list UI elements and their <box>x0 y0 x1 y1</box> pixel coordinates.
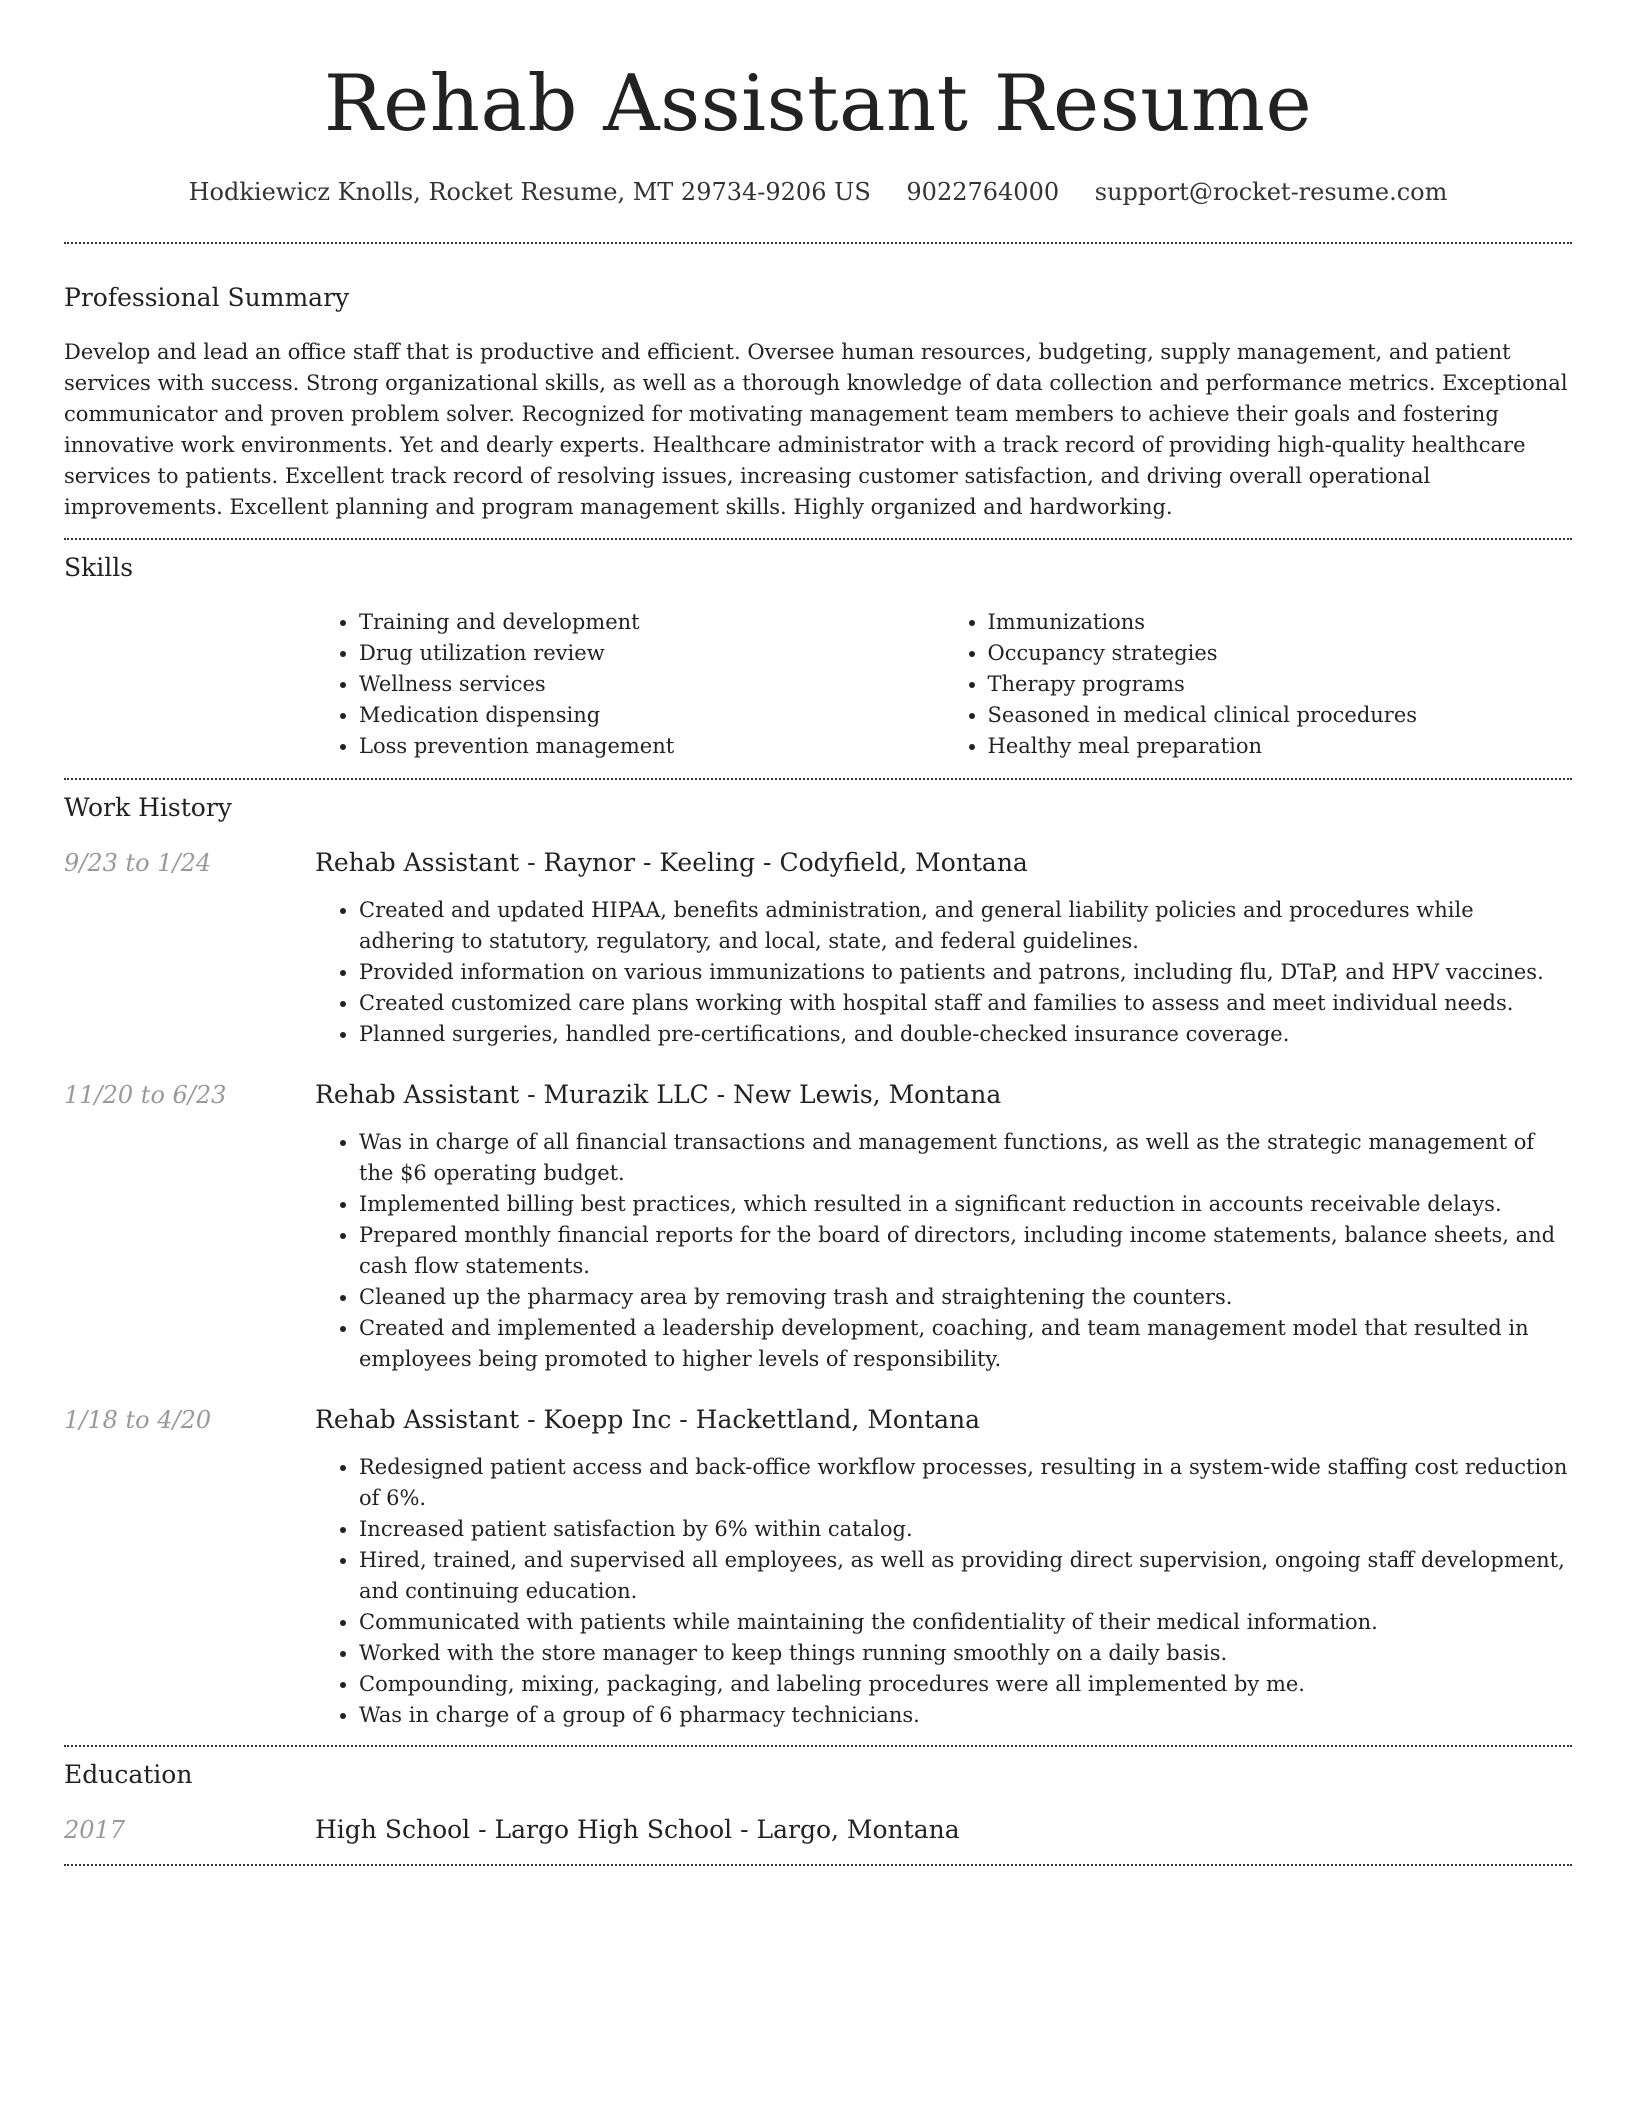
education-heading: Education <box>64 1760 193 1789</box>
job-bullet: • Was in charge of a group of 6 pharmacy technicians. <box>359 1700 1572 1731</box>
job-header <box>64 1080 1572 1109</box>
education-title: High School - Largo High School - Largo, Montana <box>315 1815 960 1844</box>
divider <box>64 1864 1572 1866</box>
job-bullet: • Planned surgeries, handled pre-certifications, and double-checked insurance coverage. <box>359 1019 1572 1050</box>
skill-item: • Immunizations <box>988 607 1573 638</box>
summary-heading: Professional Summary <box>64 283 350 312</box>
job-bullet: • Created and updated HIPAA, benefits administration, and general liability policies and procedures while adhering to statutory, regulatory, and local, state, and federal guidelines. <box>359 895 1572 957</box>
contact-phone: 9022764000 <box>906 178 1060 206</box>
job-header <box>64 1405 1572 1434</box>
job-bullet: • Increased patient satisfaction by 6% within catalog. <box>359 1514 1572 1545</box>
job-entry <box>64 1405 1572 1731</box>
job-title: Rehab Assistant - Koepp Inc - Hackettland, Montana <box>315 1405 981 1434</box>
divider <box>64 778 1572 780</box>
work-heading: Work History <box>64 793 232 822</box>
job-bullets <box>315 895 1572 1050</box>
contact-line <box>64 176 1572 208</box>
summary-text: Develop and lead an office staff that is productive and efficient. Oversee human resources, budgeting, supply management, and patient services with success. Strong organizational skills, as well as a thorough knowledge of data collection and performance metrics. Exceptional communicator and proven problem solver. Recognized for motivating management team members to achieve their goals and fostering innovative work environments. Yet and dearly experts. Healthcare administrator with a track record of providing high-quality healthcare services to patients. Excellent track record of resolving issues, increasing customer satisfaction, and driving overall operational improvements. Excellent planning and program management skills. Highly organized and hardworking. <box>64 340 1568 519</box>
skills-list-right <box>944 607 1573 762</box>
education-dates: 2017 <box>64 1816 126 1844</box>
job-bullets <box>315 1452 1572 1731</box>
skill-item: • Wellness services <box>359 669 944 700</box>
job-bullet: • Created customized care plans working with hospital staff and families to assess and meet individual needs. <box>359 988 1572 1019</box>
resume-title: Rehab Assistant Resume <box>323 59 1313 149</box>
job-entry <box>64 848 1572 1050</box>
job-bullet: • Was in charge of all financial transactions and management functions, as well as the strategic management of the $6 operating budget. <box>359 1127 1572 1189</box>
divider <box>64 538 1572 540</box>
job-bullet: • Redesigned patient access and back-office workflow processes, resulting in a system-wide staffing cost reduction of 6%. <box>359 1452 1572 1514</box>
skills-columns <box>315 607 1572 762</box>
work-section <box>64 792 1572 1731</box>
job-bullet: • Hired, trained, and supervised all employees, as well as providing direct supervision, ongoing staff development, and continuing education. <box>359 1545 1572 1607</box>
job-dates: 1/18 to 4/20 <box>64 1406 212 1434</box>
skill-item: • Training and development <box>359 607 944 638</box>
contact-email: support@rocket-resume.com <box>1094 178 1448 206</box>
job-bullet: • Cleaned up the pharmacy area by removing trash and straightening the counters. <box>359 1282 1572 1313</box>
job-bullet: • Created and implemented a leadership development, coaching, and team management model that resulted in employees being promoted to higher levels of responsibility. <box>359 1313 1572 1375</box>
job-bullet: • Communicated with patients while maintaining the confidentiality of their medical information. <box>359 1607 1572 1638</box>
skill-item: • Medication dispensing <box>359 700 944 731</box>
contact-address: Hodkiewicz Knolls, Rocket Resume, MT 29734-9206 US <box>188 178 871 206</box>
job-title: Rehab Assistant - Raynor - Keeling - Codyfield, Montana <box>315 848 1028 877</box>
skills-section <box>64 552 1572 762</box>
skill-item: • Seasoned in medical clinical procedures <box>988 700 1573 731</box>
job-dates: 9/23 to 1/24 <box>64 849 212 877</box>
summary-section <box>64 282 1572 523</box>
skill-item: • Therapy programs <box>988 669 1573 700</box>
divider <box>64 1745 1572 1747</box>
job-bullet: • Implemented billing best practices, which resulted in a significant reduction in accounts receivable delays. <box>359 1189 1572 1220</box>
resume-page <box>64 0 1572 1866</box>
job-header <box>64 848 1572 877</box>
job-bullets <box>315 1127 1572 1375</box>
job-bullet: • Prepared monthly financial reports for the board of directors, including income statements, balance sheets, and cash flow statements. <box>359 1220 1572 1282</box>
job-entry <box>64 1080 1572 1375</box>
skill-item: • Occupancy strategies <box>988 638 1573 669</box>
skill-item: • Healthy meal preparation <box>988 731 1573 762</box>
job-title: Rehab Assistant - Murazik LLC - New Lewis, Montana <box>315 1080 1002 1109</box>
skill-item: • Loss prevention management <box>359 731 944 762</box>
skills-list-left <box>315 607 944 762</box>
divider <box>64 242 1572 244</box>
education-entry <box>64 1815 1572 1844</box>
job-dates: 11/20 to 6/23 <box>64 1081 227 1109</box>
education-section <box>64 1759 1572 1844</box>
skills-heading: Skills <box>64 553 134 582</box>
job-bullet: • Compounding, mixing, packaging, and labeling procedures were all implemented by me. <box>359 1669 1572 1700</box>
skill-item: • Drug utilization review <box>359 638 944 669</box>
job-bullet: • Worked with the store manager to keep things running smoothly on a daily basis. <box>359 1638 1572 1669</box>
job-bullet: • Provided information on various immunizations to patients and patrons, including flu, DTaP, and HPV vaccines. <box>359 957 1572 988</box>
